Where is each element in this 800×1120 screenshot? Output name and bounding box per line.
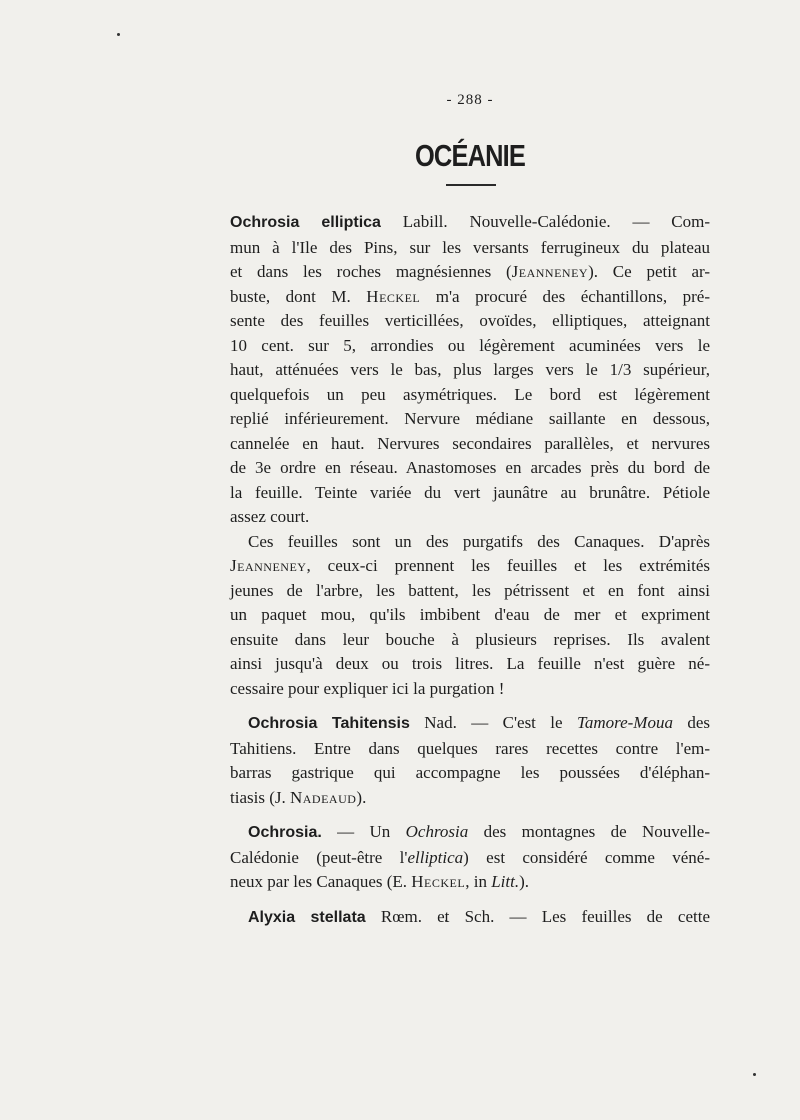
text-line: assez court. [230, 507, 310, 526]
species-name: Ochrosia. [248, 824, 322, 841]
text-segment: — Un [321, 822, 406, 841]
text-line: ainsi jusqu'à deux ou trois litres. La feuille n'est guère né- [230, 654, 710, 673]
entry-ochrosia-tahitensis [230, 711, 710, 810]
text-line: un paquet mou, qu'ils imbibent d'eau de mer et expriment [230, 605, 710, 624]
authority: Labill. [402, 212, 448, 231]
genus-name: Ochrosia [405, 822, 469, 841]
text-segment: — C'est le [456, 713, 577, 732]
text-line [230, 820, 710, 846]
text-line: barras gastrique qui accompagne les poussées d'éléphan- [230, 763, 710, 782]
text-line: replié inférieurement. Nervure médiane saillante en dessous, [230, 409, 710, 428]
text-line [230, 905, 710, 931]
text-segment: Calédonie (peut-être l' [230, 847, 408, 867]
text-segment: , ceux-ci prennent les feuilles et les extrémités [306, 556, 710, 575]
text-line [230, 554, 710, 579]
paragraph-purgatifs [230, 530, 710, 702]
authority: Nad. [424, 713, 457, 732]
text-line: cannelée en haut. Nervures secondaires parallèles, et nervures [230, 433, 710, 453]
text-line [230, 846, 710, 871]
text-segment: et dans les roches magnésiennes ( [230, 262, 512, 281]
text-segment: Nouvelle-Calédonie. — Com- [469, 212, 711, 231]
text-line [230, 210, 710, 236]
speck [117, 33, 120, 36]
text-line: Ces feuilles sont un des purgatifs des Canaques. D'après [248, 531, 710, 551]
authority: Rœm. et Sch. [380, 906, 495, 926]
text-segment: tiasis (J. [230, 787, 290, 807]
citation: Litt. [491, 872, 520, 891]
text-line: la feuille. Teinte variée du vert jaunâtre au brunâtre. Pétiole [230, 482, 710, 502]
text-line: mun à l'Ile des Pins, sur les versants ferrugineux du plateau [230, 237, 710, 257]
species-name: Alyxia stellata [248, 908, 366, 926]
text-line: Tahitiens. Entre dans quelques rares recettes contre l'em- [230, 738, 710, 758]
text-segment: — Les feuilles de cette [494, 906, 710, 926]
species-name: Ochrosia elliptica [230, 214, 381, 231]
text-segment: ). [356, 787, 367, 807]
text-segment: , in [465, 872, 492, 891]
vernacular-name: Tamore-Moua [576, 713, 673, 732]
author-name: Heckel [366, 286, 421, 306]
speck [753, 1073, 756, 1076]
text-segment: ). Ce petit ar- [588, 262, 710, 281]
author-name: Jeanneney [511, 262, 589, 281]
author-name: Heckel [411, 872, 466, 891]
section-title: OCÉANIE [414, 138, 526, 173]
text-line: ensuite dans leur bouche à plusieurs reprises. Ils avalent [230, 629, 710, 649]
author-name: Nadeaud [289, 787, 357, 807]
species-epithet: elliptica [407, 847, 464, 867]
text-line [230, 711, 710, 737]
text-line [230, 285, 710, 310]
text-line: quelquefois un peu asymétriques. Le bord est légèrement [230, 384, 710, 404]
page-number: - 288 - [446, 92, 494, 108]
text-line: jeunes de l'arbre, les battent, les pétrissent et en font ainsi [230, 580, 710, 600]
title-rule [446, 184, 496, 186]
text-segment: des montagnes de Nouvelle- [468, 822, 710, 841]
text-segment: neux par les Canaques (E. [230, 872, 412, 891]
text-line: sente des feuilles verticillées, ovoïdes, elliptiques, atteignant [230, 311, 710, 330]
text-segment: buste, dont M. [230, 286, 367, 306]
entry-alyxia-stellata [230, 905, 710, 931]
text-line [230, 260, 710, 285]
entry-ochrosia [230, 820, 710, 895]
text-line: 10 cent. sur 5, arrondies ou légèrement acuminées vers le [230, 335, 710, 355]
text-line: de 3e ordre en réseau. Anastomoses en arcades près du bord de [230, 458, 710, 477]
text-line: cessaire pour expliquer ici la purgation ! [230, 678, 505, 698]
species-name: Ochrosia Tahitensis [248, 715, 410, 732]
entry-ochrosia-elliptica [230, 210, 710, 530]
text-segment: ) est considéré comme véné- [463, 847, 710, 867]
text-line [230, 870, 710, 895]
text-line: haut, atténuées vers le bas, plus larges vers le 1/3 supérieur, [230, 360, 710, 379]
text-segment: m'a procuré des échantillons, pré- [420, 286, 710, 306]
page-body [230, 210, 710, 930]
text-line [230, 786, 710, 811]
text-segment: ). [519, 872, 529, 891]
author-name: Jeanneney [230, 556, 307, 575]
text-segment: des [672, 713, 711, 732]
